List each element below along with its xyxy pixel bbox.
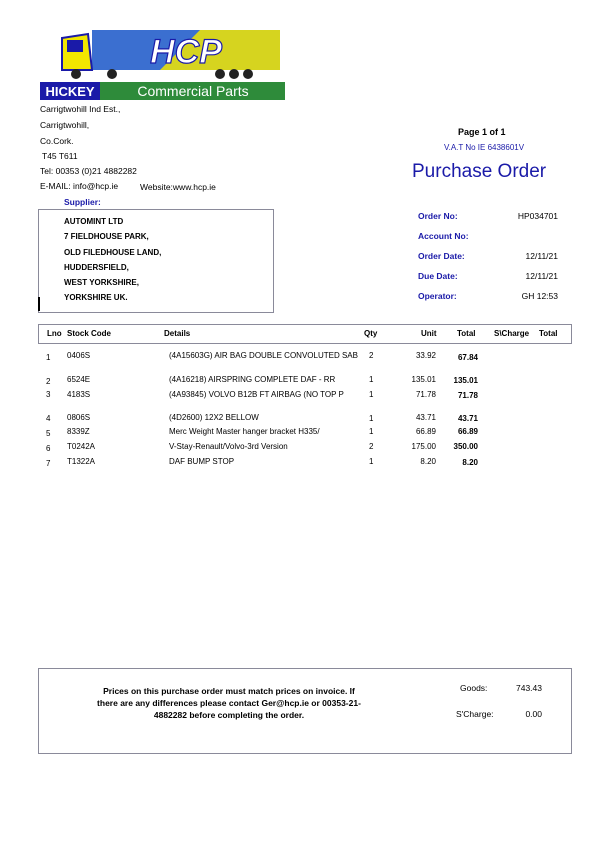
supplier-line: AUTOMINT LTD [64, 217, 124, 226]
svg-text:Commercial Parts: Commercial Parts [137, 83, 249, 99]
scharge-value: 0.00 [525, 709, 542, 719]
col-total-2: Total [539, 329, 558, 338]
col-scharge: S\Charge [494, 329, 530, 338]
supplier-line: WEST YORKSHIRE, [64, 278, 139, 287]
company-email: E-MAIL: info@hcp.ie [40, 181, 119, 191]
address-line-3: Co.Cork. [40, 136, 74, 146]
hcp-logo [40, 26, 285, 100]
operator-value: GH 12:53 [521, 291, 558, 301]
col-unit: Unit [421, 329, 437, 338]
company-tel: Tel: 00353 (0)21 4882282 [40, 166, 137, 176]
supplier-label: Supplier: [64, 197, 101, 207]
supplier-line: YORKSHIRE UK. [64, 293, 128, 302]
due-date-value: 12/11/21 [525, 271, 558, 281]
company-website: Website:www.hcp.ie [140, 182, 216, 192]
col-stock-code: Stock Code [67, 329, 112, 338]
order-no-value: HP034701 [517, 211, 558, 221]
vat-number: V.A.T No IE 6438601V [444, 143, 525, 152]
address-line-4: T45 T611 [42, 151, 78, 161]
supplier-line: 7 FIELDHOUSE PARK, [64, 232, 149, 241]
goods-value: 743.43 [516, 683, 542, 693]
table-header [38, 324, 572, 344]
order-date-label: Order Date: [418, 251, 465, 261]
col-details: Details [164, 329, 191, 338]
order-date-value: 12/11/21 [525, 251, 558, 261]
operator-label: Operator: [418, 291, 457, 301]
col-qty: Qty [364, 329, 378, 338]
text-cursor [38, 297, 40, 311]
scharge-label: S'Charge: [456, 709, 494, 719]
order-no-label: Order No: [418, 211, 458, 221]
logo-brand: HCP [150, 33, 222, 71]
footer-notice: Prices on this purchase order must match prices on invoice. If there are any differences please contact Ger@hcp.ie or 00353-21-4882282 before completing the order. [97, 686, 361, 720]
page-title: Purchase Order [412, 161, 547, 182]
col-total: Total [457, 329, 476, 338]
supplier-line: OLD FILEDHOUSE LAND, [64, 248, 162, 257]
page-number: Page 1 of 1 [458, 127, 506, 137]
due-date-label: Due Date: [418, 271, 458, 281]
address-line-2: Carrigtwohill, [40, 120, 90, 130]
address-line-1: Carrigtwohill Ind Est., [40, 104, 121, 114]
account-no-label: Account No: [418, 231, 469, 241]
svg-text:HICKEY: HICKEY [45, 84, 95, 99]
supplier-line: HUDDERSFIELD, [64, 263, 129, 272]
col-lno: Lno [47, 329, 62, 338]
goods-label: Goods: [460, 683, 488, 693]
